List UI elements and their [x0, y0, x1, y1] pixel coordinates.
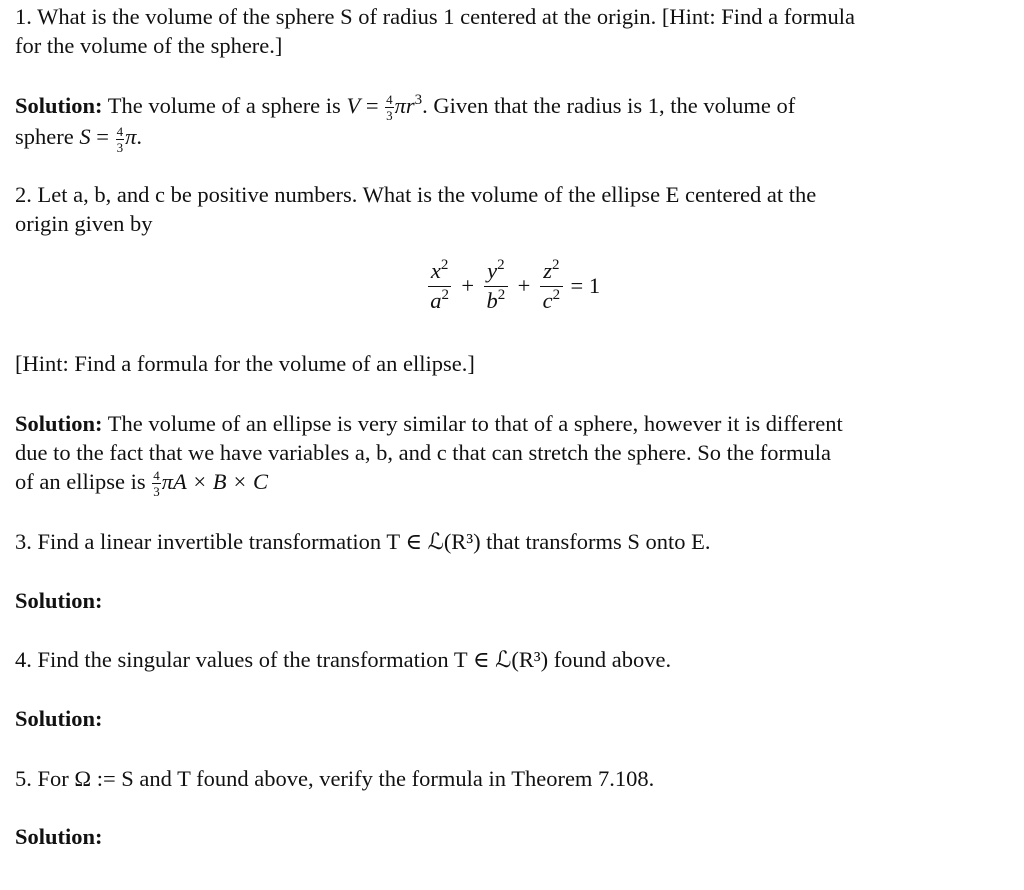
- question-2: [15, 180, 1005, 238]
- solution-1: [15, 91, 1005, 154]
- question-5: 5. For Ω := S and T found above, verify the formula in Theorem 7.108.: [15, 766, 655, 791]
- question-3: 3. Find a linear invertible transformation T ∈ ℒ(R³) that transforms S onto E.: [15, 529, 711, 554]
- question-1: [15, 2, 1005, 60]
- solution-4: Solution:: [15, 706, 103, 731]
- solution-2: [15, 409, 1005, 498]
- solution-5: Solution:: [15, 824, 103, 849]
- eq-fraction-z: $\frac{z^2}{c^2}$: [540, 260, 562, 312]
- solution-3: Solution:: [15, 588, 103, 613]
- question-2-line-2: origin given by: [15, 211, 153, 236]
- question-2-line-1: 2. Let a, b, and c be positive numbers. What is the volume of the ellipse E centered at the: [15, 182, 817, 207]
- question-4: 4. Find the singular values of the transformation T ∈ ℒ(R³) found above.: [15, 647, 672, 672]
- eq-rhs: = 1: [570, 273, 601, 298]
- solution-1-line-2: sphere S = $\frac{4}{3}$ π.: [15, 123, 142, 155]
- solution-2-line-1: Solution: The volume of an ellipse is very similar to that of a sphere, however it is different: [15, 411, 843, 436]
- fraction-four-thirds-2: $\frac{4}{3}$: [116, 123, 124, 155]
- ellipse-equation: $\frac{x^2}{a^2}$ + $\frac{y^2}{b^2}$ + $\frac{z^2}{c^2}$ = 1: [0, 258, 1024, 312]
- solution-2-line-3: of an ellipse is $\frac{4}{3}$ πA × B × C: [15, 468, 268, 500]
- solution-1-text-b: Given that the radius is 1, the volume of: [433, 93, 796, 118]
- question-2-hint: [Hint: Find a formula for the volume of an ellipse.]: [15, 351, 475, 376]
- fraction-four-thirds-3: $\frac{4}{3}$: [153, 468, 160, 500]
- question-1-line-1: 1. What is the volume of the sphere S of radius 1 centered at the origin. [Hint: Find a formula: [15, 4, 856, 29]
- solution-2-label: Solution:: [15, 411, 103, 436]
- solution-1-text-a: The volume of a sphere is: [107, 93, 341, 118]
- eq-fraction-x: $\frac{x^2}{a^2}$: [428, 260, 452, 312]
- fraction-four-thirds: $\frac{4}{3}$: [386, 92, 393, 124]
- eq-fraction-y: $\frac{y^2}{b^2}$: [484, 260, 508, 312]
- solution-2-line-2: due to the fact that we have variables a, b, and c that can stretch the sphere. So the formula: [15, 440, 831, 465]
- solution-1-line-1: Solution: The volume of a sphere is V = $\frac{4}{3}$ $\pi r^3$. Given that the radius is 1, the volume of: [15, 92, 796, 124]
- question-1-line-2: for the volume of the sphere.]: [15, 33, 283, 58]
- solution-1-label: Solution:: [15, 93, 103, 118]
